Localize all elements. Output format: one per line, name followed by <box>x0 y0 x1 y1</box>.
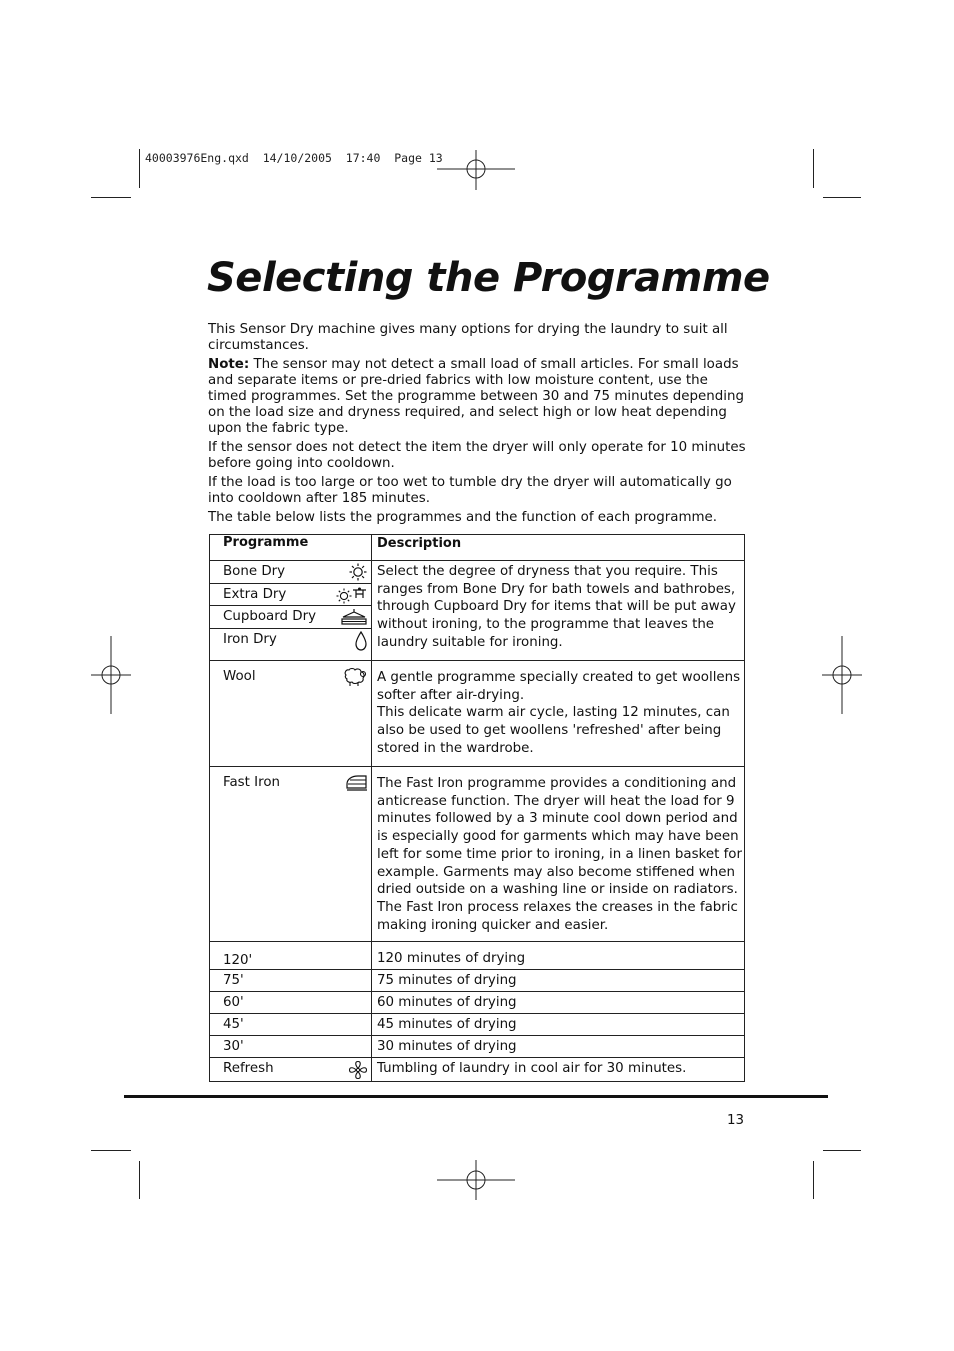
programme-name: 60' <box>210 992 372 1014</box>
registration-mark-icon <box>822 636 862 714</box>
crop-mark <box>91 197 131 198</box>
intro-paragraph: This Sensor Dry machine gives many options for drying the laundry to suit all circumstances. <box>208 322 728 353</box>
programme-name: 45' <box>210 1014 372 1036</box>
note-paragraph <box>208 357 748 437</box>
programme-description: 120 minutes of drying <box>372 942 745 970</box>
wool-description-line: A gentle programme specially created to get woollens softer after air-drying. <box>377 670 741 703</box>
programme-name: 30' <box>210 1036 372 1058</box>
table-header-row <box>210 535 745 561</box>
refresh-description: Tumbling of laundry in cool air for 30 minutes. <box>372 1058 745 1082</box>
table-row <box>210 561 745 584</box>
wool-description <box>372 661 745 767</box>
crop-mark <box>813 1161 814 1199</box>
wool-description-line: This delicate warm air cycle, lasting 12 minutes, can also be used to get woollens 'refreshed' after being stored in the wardrobe. <box>377 705 730 756</box>
table-row <box>210 942 745 970</box>
crop-mark <box>823 197 861 198</box>
programme-cell <box>210 584 372 606</box>
crop-mark <box>139 1161 140 1199</box>
programme-cell <box>210 767 372 942</box>
programme-description: 45 minutes of drying <box>372 1014 745 1036</box>
programme-name: Extra Dry <box>223 587 287 602</box>
registration-mark-icon <box>91 636 131 714</box>
iron-icon <box>346 773 368 791</box>
programme-cell <box>210 1058 372 1082</box>
programme-name: Wool <box>223 669 256 684</box>
registration-mark-icon <box>437 150 517 190</box>
crop-mark <box>823 1150 861 1151</box>
intro-text <box>208 322 748 529</box>
programme-description: 75 minutes of drying <box>372 970 745 992</box>
programme-description: 30 minutes of drying <box>372 1036 745 1058</box>
crop-mark <box>91 1150 131 1151</box>
header-description: Description <box>372 535 745 561</box>
programme-cell <box>210 629 372 661</box>
programme-table <box>209 534 745 1082</box>
table-row <box>210 767 745 942</box>
crop-mark <box>813 149 814 188</box>
table-row <box>210 992 745 1014</box>
registration-mark-icon <box>437 1160 517 1200</box>
sun-hanger-icon <box>336 586 368 604</box>
note-text: The sensor may not detect a small load of small articles. For small loads and separate items or pre-dried fabrics with low moisture content, use the timed programmes. Set the programme between 30 and 75 minutes depending on the load size and dryness required, and select high or low heat depending upon the fabric type. <box>208 357 744 436</box>
programme-name: Refresh <box>223 1061 274 1076</box>
page-number: 13 <box>727 1113 745 1128</box>
sun-icon <box>348 563 368 581</box>
intro-paragraph: If the sensor does not detect the item the dryer will only operate for 10 minutes before going into cooldown. <box>208 440 746 471</box>
programme-name: Fast Iron <box>223 775 281 790</box>
table-row <box>210 1058 745 1082</box>
cupboard-icon <box>340 608 368 626</box>
table-row <box>210 970 745 992</box>
intro-paragraph: If the load is too large or too wet to tumble dry the dryer will automatically go into cooldown after 185 minutes. <box>208 475 732 506</box>
note-label: Note: <box>208 357 250 372</box>
sheep-icon <box>342 667 368 687</box>
programme-name: Cupboard Dry <box>223 609 317 624</box>
intro-paragraph: The table below lists the programmes and the function of each programme. <box>208 510 718 525</box>
programme-cell <box>210 606 372 629</box>
programme-name: Iron Dry <box>223 632 277 647</box>
table-row <box>210 661 745 767</box>
file-slug: 40003976Eng.qxd 14/10/2005 17:40 Page 13 <box>145 151 443 165</box>
programme-cell <box>210 561 372 584</box>
programme-description: 60 minutes of drying <box>372 992 745 1014</box>
crop-mark <box>139 149 140 188</box>
programme-cell <box>210 661 372 767</box>
footer-rule <box>124 1095 828 1098</box>
sensor-description: Select the degree of dryness that you require. This ranges from Bone Dry for bath towels and bathrobes, through Cupboard Dry for items that will be put away without ironing, to the programme that leaves the laundry suitable for ironing. <box>372 561 745 661</box>
programme-name: Bone Dry <box>223 564 286 579</box>
table-row <box>210 1014 745 1036</box>
fast-iron-description: The Fast Iron programme provides a conditioning and anticrease function. The dryer will heat the load for 9 minutes followed by a 3 minute cool down period and is especially good for garments which may have been left for some time prior to ironing, in a linen basket for example. Garments may also become stiffened when dried outside on a washing line or inside on radiators. The Fast Iron process relaxes the creases in the fabric making ironing quicker and easier. <box>372 767 745 942</box>
table-row <box>210 1036 745 1058</box>
droplet-icon <box>354 631 368 651</box>
header-programme: Programme <box>210 535 372 561</box>
fan-icon <box>348 1060 368 1080</box>
programme-name: 75' <box>210 970 372 992</box>
page-title: Selecting the Programme <box>207 255 770 301</box>
programme-name: 120' <box>210 942 372 970</box>
